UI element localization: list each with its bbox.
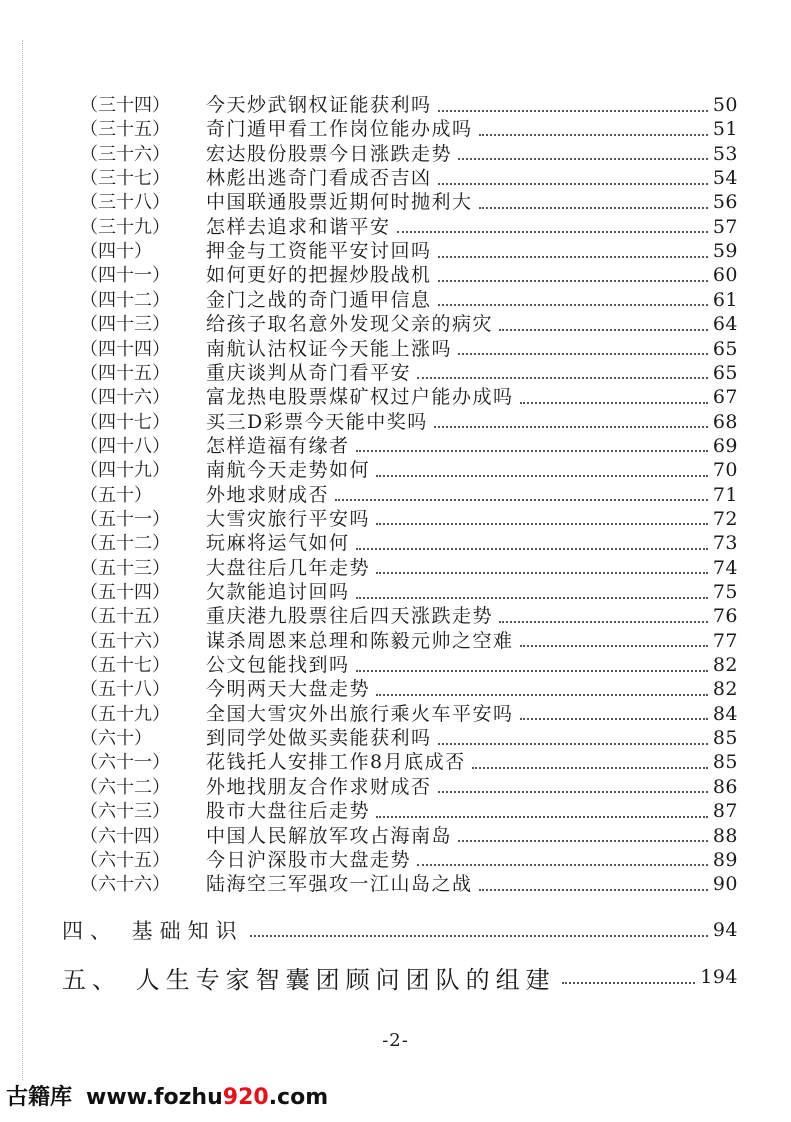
toc-entry[interactable] [80,630,738,653]
watermark-url-suffix: .com [268,1085,329,1110]
entry-number: （三十四） [80,95,170,116]
toc-entry[interactable] [80,338,738,361]
page-number-footer: -2- [382,1030,409,1051]
dot-leader [250,935,708,937]
entry-title: 中国人民解放军攻占海南岛 [206,824,453,847]
entry-number: （五十六） [80,630,170,652]
entry-number: （五十八） [80,679,170,701]
toc-entry[interactable] [80,118,738,141]
toc-entry[interactable] [80,849,738,872]
entry-title: 押金与工资能平安讨回吗 [206,240,432,263]
entry-page-number: 82 [712,678,738,701]
toc-entry[interactable] [80,776,738,799]
toc-entry[interactable] [80,581,738,604]
entry-title: 今天炒武钢权证能获利吗 [206,94,432,116]
watermark-name: 古籍库 [6,1085,73,1110]
entry-title: 今明两天大盘走势 [206,678,371,701]
entry-number: （四十一） [80,265,170,287]
section-entry-advisor-team[interactable] [62,960,738,994]
toc-entry[interactable] [80,532,738,555]
toc-entry[interactable] [80,873,738,896]
entry-title: 玩麻将运气如何 [206,532,350,555]
toc-entry[interactable] [80,143,738,166]
toc-entry[interactable] [80,727,738,750]
toc-entry[interactable] [80,605,738,628]
entry-page-number: 69 [712,434,738,457]
dot-leader [356,548,708,550]
entry-title: 怎样造福有缘者 [206,434,350,457]
toc-entry[interactable] [80,435,738,458]
dot-leader [472,767,708,769]
dot-leader [438,110,708,112]
entry-number: （四十三） [80,314,170,336]
entry-title: 金门之战的奇门遁甲信息 [206,288,432,311]
toc-entry[interactable] [80,459,738,482]
entry-title: 如何更好的把握炒股战机 [206,264,432,287]
toc-entry[interactable] [80,289,738,312]
entry-title: 林彪出逃奇门看成否吉凶 [206,167,432,190]
entry-title: 怎样去追求和谐平安 [206,215,391,238]
dot-leader [479,889,708,891]
entry-page-number: 61 [712,288,738,311]
entry-page-number: 86 [712,775,738,798]
toc-entry[interactable] [80,362,738,385]
entry-page-number: 89 [712,848,738,871]
entry-number: （六十五） [80,849,170,871]
entry-page-number: 82 [712,654,738,677]
dot-leader [520,402,708,404]
entry-page-number: 77 [712,629,738,652]
entry-number: （六十四） [80,825,170,847]
entry-title: 外地求财成否 [206,483,330,506]
dot-leader [438,743,708,745]
toc-entry[interactable] [80,264,738,287]
dot-leader [499,621,708,623]
entry-number: （五十三） [80,557,170,579]
entry-title: 股市大盘往后走势 [206,800,371,823]
toc-entry[interactable] [80,313,738,336]
scan-edge-line [22,40,23,1080]
dot-leader [562,982,696,984]
entry-title: 大雪灾旅行平安吗 [206,507,371,530]
entry-page-number: 53 [712,142,738,165]
dot-leader [335,499,708,501]
watermark-url-prefix: www.fozhu [86,1085,223,1110]
toc-entry[interactable] [80,94,738,117]
entry-number: （三十九） [80,216,170,238]
entry-page-number: 65 [712,361,738,384]
toc-entry[interactable] [80,557,738,580]
section-entry-basics[interactable] [62,915,738,945]
entry-page-number: 75 [712,581,738,603]
entry-title: 南航认沽权证今天能上涨吗 [206,337,453,360]
toc-entry[interactable] [80,411,738,434]
entry-page-number: 84 [712,702,738,725]
entry-page-number: 50 [712,94,738,116]
entry-number: （四十六） [80,387,170,409]
entry-page-number: 73 [712,532,738,555]
entry-title: 宏达股份股票今日涨跌走势 [206,142,453,165]
toc-entry[interactable] [80,216,738,239]
entry-title: 欠款能追讨回吗 [206,581,350,603]
entry-number: （五十四） [80,582,170,603]
entry-page-number: 72 [712,507,738,530]
entry-number: （四十五） [80,362,170,384]
entry-title: 买三D彩票今天能中奖吗 [206,410,428,433]
toc-entry[interactable] [80,703,738,726]
entry-number: （三十八） [80,192,170,214]
entry-page-number: 56 [712,191,738,214]
dot-leader [479,207,708,209]
entry-page-number: 74 [712,556,738,579]
entry-title: 奇门遁甲看工作岗位能办成吗 [206,118,473,141]
entry-page-number: 57 [712,215,738,238]
entry-number: （五十） [80,484,152,506]
toc-entry[interactable] [80,386,738,409]
entry-page-number: 90 [712,873,738,896]
dot-leader [356,450,708,452]
toc-entry[interactable] [80,167,738,190]
entry-title: 谋杀周恩来总理和陈毅元帅之空难 [206,629,514,652]
dot-leader [520,645,708,647]
entry-number: （四十八） [80,435,170,457]
entry-number: （四十二） [80,289,170,311]
dot-leader [376,475,708,477]
dot-leader [458,353,708,355]
section-page-number: 94 [712,919,738,941]
entry-title: 南航今天走势如何 [206,459,371,482]
toc-entry[interactable] [80,240,738,263]
entry-page-number: 54 [712,167,738,190]
entry-number: （五十二） [80,533,170,555]
toc-entry[interactable] [80,654,738,677]
entry-number: （四十九） [80,460,170,482]
entry-title: 到同学处做买卖能获利吗 [206,727,432,750]
entry-page-number: 51 [712,118,738,141]
entry-page-number: 68 [712,410,738,433]
entry-number: （三十六） [80,143,170,165]
dot-leader [356,670,708,672]
entry-number: （三十七） [80,168,170,190]
dot-leader [376,523,708,525]
dot-leader [397,231,708,233]
entry-number: （六十一） [80,752,170,774]
entry-page-number: 85 [712,727,738,750]
entry-number: （三十五） [80,119,170,141]
dot-leader [438,280,708,282]
dot-leader [499,329,708,331]
entry-title: 今日沪深股市大盘走势 [206,848,412,871]
dot-leader [438,791,708,793]
toc-entry[interactable] [80,825,738,848]
entry-title: 大盘往后几年走势 [206,556,371,579]
dot-leader [376,694,708,696]
dot-leader [520,718,708,720]
entry-page-number: 64 [712,313,738,336]
dot-leader [434,426,708,428]
dot-leader [417,864,708,866]
entry-page-number: 87 [712,800,738,823]
entry-title: 外地找朋友合作求财成否 [206,775,432,798]
toc-entry[interactable] [80,751,738,774]
entry-page-number: 67 [712,386,738,409]
entry-page-number: 59 [712,240,738,263]
toc-entry[interactable] [80,800,738,823]
entry-number: （六十六） [80,874,170,896]
toc-entry[interactable] [80,191,738,214]
toc-entry[interactable] [80,508,738,531]
entry-page-number: 65 [712,337,738,360]
dot-leader [438,256,708,258]
entry-page-number: 88 [712,824,738,847]
dot-leader [458,158,708,160]
dot-leader [438,183,708,185]
site-watermark [6,1080,328,1112]
dot-leader [479,134,708,136]
entry-number: （六十二） [80,776,170,798]
entry-number: （六十三） [80,801,170,823]
dot-leader [356,597,708,599]
entry-title: 给孩子取名意外发现父亲的病灾 [206,313,494,336]
entry-number: （五十九） [80,703,170,725]
entry-number: （五十五） [80,606,170,628]
dot-leader [438,304,708,306]
dot-leader [458,840,708,842]
entry-number: （六十） [80,728,152,750]
entry-title: 富龙热电股票煤矿权过户能办成吗 [206,386,514,409]
section-title: 四、 基础知识 [62,919,244,943]
toc-entry[interactable] [80,678,738,701]
entry-page-number: 76 [712,605,738,628]
dot-leader [376,572,708,574]
entry-title: 重庆谈判从奇门看平安 [206,361,412,384]
entry-title: 中国联通股票近期何时抛利大 [206,191,473,214]
entry-page-number: 60 [712,264,738,287]
section-page-number: 194 [700,966,738,988]
entry-page-number: 71 [712,483,738,506]
entry-page-number: 70 [712,459,738,482]
dot-leader [417,377,708,379]
entry-title: 陆海空三军强攻一江山岛之战 [206,873,473,896]
watermark-url-accent: 920 [222,1085,269,1110]
entry-title: 重庆港九股票往后四天涨跌走势 [206,605,494,628]
entry-number: （四十） [80,241,152,263]
entry-title: 全国大雪灾外出旅行乘火车平安吗 [206,702,514,725]
entry-number: （五十一） [80,508,170,530]
entry-number: （四十七） [80,411,170,433]
dot-leader [376,816,708,818]
entry-number: （五十七） [80,655,170,677]
entry-title: 公文包能找到吗 [206,654,350,677]
entry-title: 花钱托人安排工作8月底成否 [206,751,466,774]
entry-number: （四十四） [80,338,170,360]
section-title: 五、 人生专家智囊团顾问团队的组建 [62,965,556,994]
entry-page-number: 85 [712,751,738,774]
toc-entry[interactable] [80,484,738,507]
